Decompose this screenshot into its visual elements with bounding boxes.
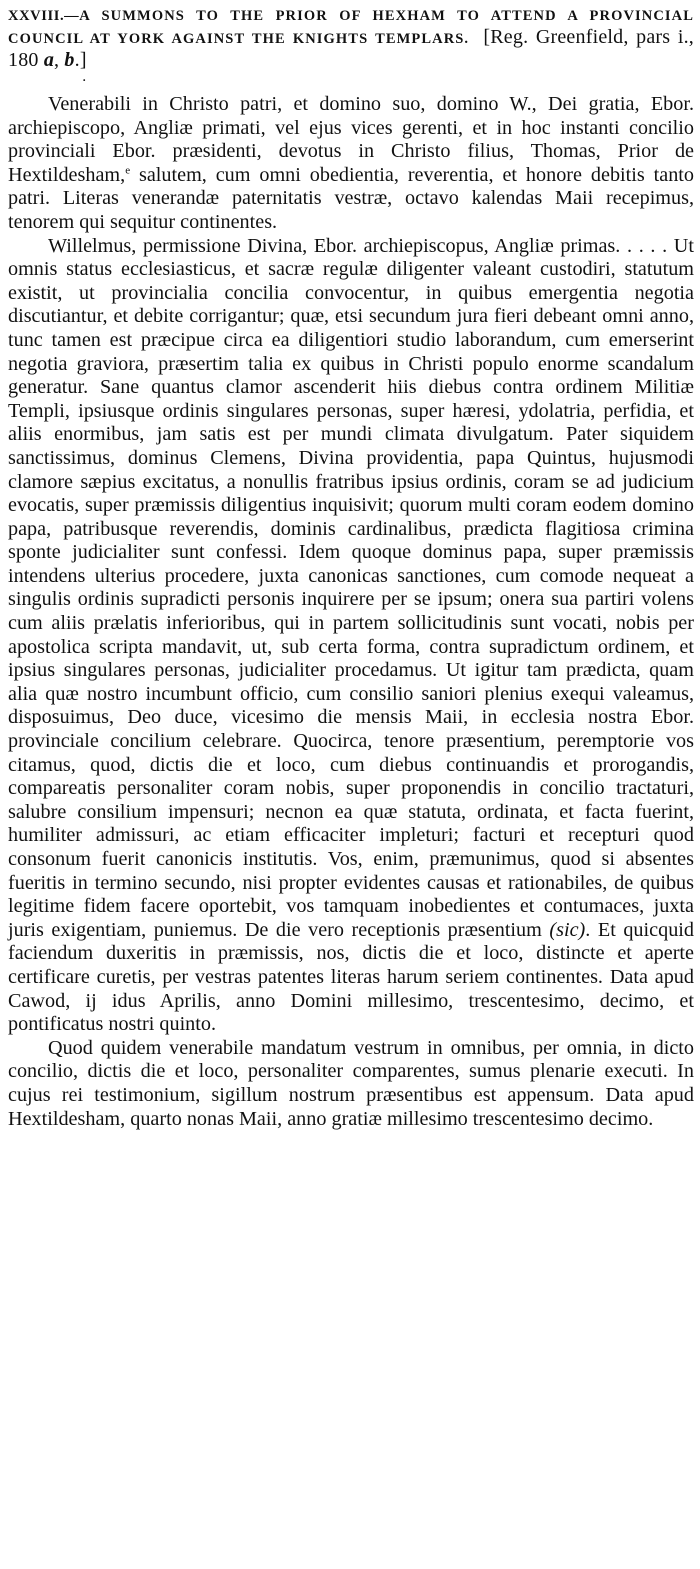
paragraph-salutation: Venerabili in Christo patri, et domino suo, domino W., Dei gratia, Ebor. archiepiscopo, Angliæ primati, vel ejus vices gerenti, et in hoc instanti concilio provinciali Ebor. præsidenti, devotus in Christo filius, Thomas, Prior de Hextildesham,$^e$ salutem, cum omni obedientia, reverentia, et honore debitis tanto patri. Literas venerandæ paternitatis vestræ, octavo kalendas Maii recepimus, tenorem qui sequitur continentes. bbox=[8, 93, 694, 233]
document-heading bbox=[8, 6, 694, 73]
paragraph-mandate: Willelmus, permissione Divina, Ebor. archiepiscopus, Angliæ primas. . . . . Ut omnis status ecclesiasticus, et sacræ regulæ diligenter valeant custodiri, statutum existit, ut provincialia concilia convocentur, in quibus emergentia negotia discutiantur, et debite corrigantur; quæ, etsi secundum jura fieri debeant omni anno, tunc tamen est præcipue circa ea diligentiori studio laborandum, cum emerserint negotia graviora, præsertim talia ex quibus in Christi populo enorme scandalum generatur. Sane quantus clamor ascenderit hiis diebus contra ordinem Militiæ Templi, ipsiusque ordinis singulares personas, super hæresi, ydolatria, perfidia, et aliis enormibus, jam satis est per mundi climata divulgatum. Pater siquidem sanctissimus, dominus Clemens, Divina providentia, papa Quintus, hujusmodi clamore sæpius excitatus, a nonullis fratribus ipsius ordinis, coram se ad judicium evocatis, super præmissis diligentius inquisivit; quorum multi coram eodem domino papa, patribusque reverendis, dominis cardinalibus, prædicta flagitiosa crimina sponte judicialiter sunt confessi. Idem quoque dominus papa, super præmissis intendens ulterius procedere, juxta canonicas sanctiones, cum comode nequeat a singulis ordinis supradicti personis inquirere per se ipsum; onera sua partiri volens cum aliis prælatis inferioribus, qui in partem sollicitudinis sunt vocati, nobis per apostolica scripta mandavit, ut, sub certa forma, contra supradictum ordinem, et ipsius singulares personas, judicialiter procedamus. Ut igitur tam prædicta, quam alia quæ nostro incumbunt officio, cum consilio saniori plenius exequi valeamus, disposuimus, Deo duce, vicesimo die mensis Maii, in ecclesia nostra Ebor. provinciale concilium celebrare. Quocirca, tenore præsentium, peremptorie vos citamus, quod, dictis die et loco, cum diebus continuandis et prorogandis, compareatis personaliter coram nobis, super proponendis in concilio tractaturi, salubre consilium impensuri; necnon ea quæ statuta, ordinata, et facta fuerint, humiliter admissuri, ac etiam efficaciter impleturi; facturi et recepturi quod consonum fuerit canonicis institutis. Vos, enim, præmunimus, quod si absentes fueritis in termino secundo, nisi propter evidentes causas et rationabiles, de quibus legitime fidem facere oportebit, vos tamquam inobedientes et contumaces, juxta juris exigentiam, puniemus. De die vero receptionis præsentium (sic). Et quicquid faciendum duxeritis in præmissis, nos, dictis die et loco, distincte et aperte certificare curetis, per vestras patentes literas harum seriem continentes. Data apud Cawod, ij idus Aprilis, anno Domini millesimo, trescentesimo, decimo, et pontificatus nostri quinto. bbox=[8, 234, 694, 1036]
document-title: A SUMMONS TO THE PRIOR OF HEXHAM TO ATTEND A PROVINCIAL COUNCIL AT YORK AGAINST THE KNIGHTS TEMPLARS. bbox=[8, 8, 694, 47]
document-number: XXVIII.— bbox=[8, 8, 80, 24]
paragraph-conclusion: Quod quidem venerabile mandatum vestrum in omnibus, per omnia, in dicto concilio, dictis die et loco, personaliter comparentes, sumus plenarie executi. In cujus rei testimonium, sigillum nostrum præsentibus est appensum. Data apud Hextildesham, quarto nonas Maii, anno gratiæ millesimo trescentesimo decimo. bbox=[8, 1036, 694, 1130]
sic-note: (sic) bbox=[549, 918, 586, 941]
stray-dot: · bbox=[82, 73, 87, 89]
footnote-marker: e bbox=[125, 164, 131, 177]
source-reference: [Reg. Greenfield, pars i., 180 a, b.] bbox=[8, 26, 694, 71]
